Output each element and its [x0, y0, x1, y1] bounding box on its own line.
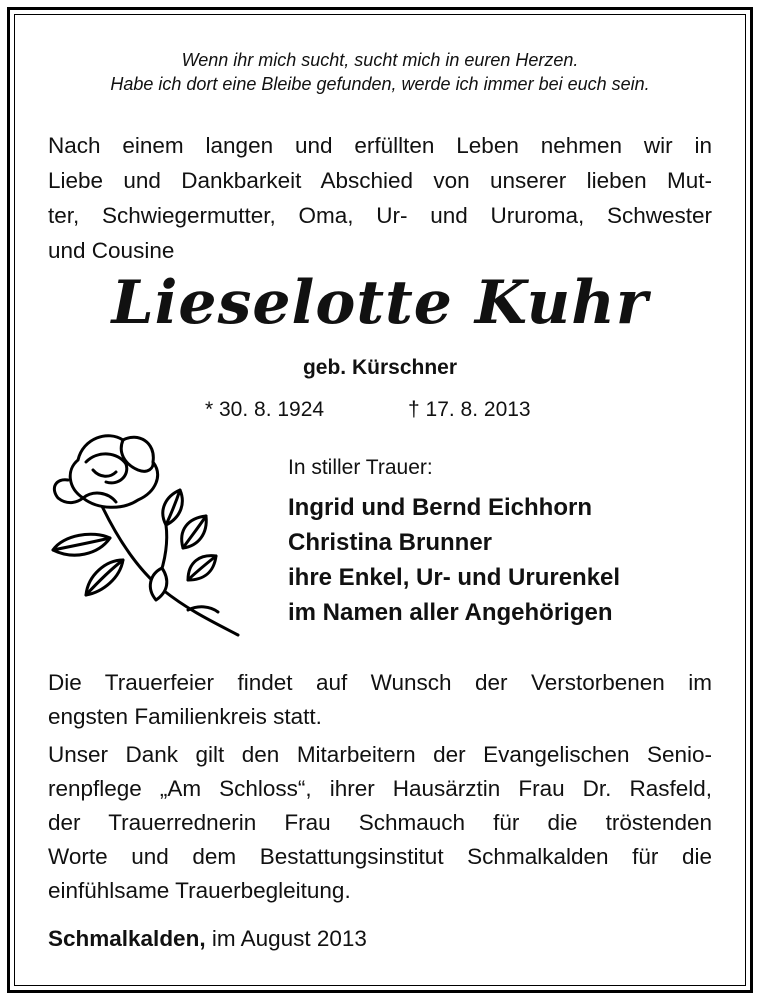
intro-line: Liebe und Dankbarkeit Abschied von unserer lieben Mut-: [48, 168, 712, 193]
place-and-date: [48, 926, 367, 952]
place-date: im August 2013: [205, 926, 367, 951]
mourners-list: [288, 490, 620, 630]
thanks-line: renpflege „Am Schloss“, ihrer Hausärztin Frau Dr. Rasfeld,: [48, 776, 712, 801]
thanks-line: Worte und dem Bestattungsinstitut Schmalkalden für die: [48, 844, 712, 869]
intro-line: und Cousine: [48, 238, 175, 263]
ceremony-line: Die Trauerfeier findet auf Wunsch der Verstorbenen im: [48, 670, 712, 695]
mourner-line: Ingrid und Bernd Eichhorn: [288, 494, 592, 521]
thanks-line: der Trauerrednerin Frau Schmauch für die tröstenden: [48, 810, 712, 835]
intro-paragraph: [48, 128, 712, 268]
intro-line: Nach einem langen und erfüllten Leben nehmen wir in: [48, 133, 712, 158]
mourner-line: im Namen aller Angehörigen: [288, 599, 613, 626]
motto-line: Habe ich dort eine Bleibe gefunden, werde ich immer bei euch sein.: [110, 74, 650, 94]
mourner-line: Christina Brunner: [288, 529, 493, 556]
ceremony-line: engsten Familienkreis statt.: [48, 704, 322, 729]
motto-line: Wenn ihr mich sucht, sucht mich in euren Herzen.: [181, 50, 579, 70]
place-city: Schmalkalden,: [48, 926, 206, 951]
thanks-line: einfühlsame Trauerbegleitung.: [48, 878, 351, 903]
birth-date: * 30. 8. 1924: [205, 398, 325, 421]
thanks-line: Unser Dank gilt den Mitarbeitern der Evangelischen Senio-: [48, 742, 712, 767]
intro-line: ter, Schwiegermutter, Oma, Ur- und Ururoma, Schwester: [48, 203, 712, 228]
ceremony-paragraph: [48, 666, 712, 734]
deceased-name: Lieselotte Kuhr: [111, 268, 649, 338]
maiden-name: geb. Kürschner: [302, 356, 458, 379]
mourning-label: In stiller Trauer:: [288, 456, 433, 479]
death-date: † 17. 8. 2013: [408, 398, 531, 421]
motto-quote: [30, 48, 730, 96]
thanks-paragraph: [48, 738, 712, 908]
mourner-line: ihre Enkel, Ur- und Ururenkel: [288, 564, 621, 591]
rose-icon: [38, 430, 243, 640]
